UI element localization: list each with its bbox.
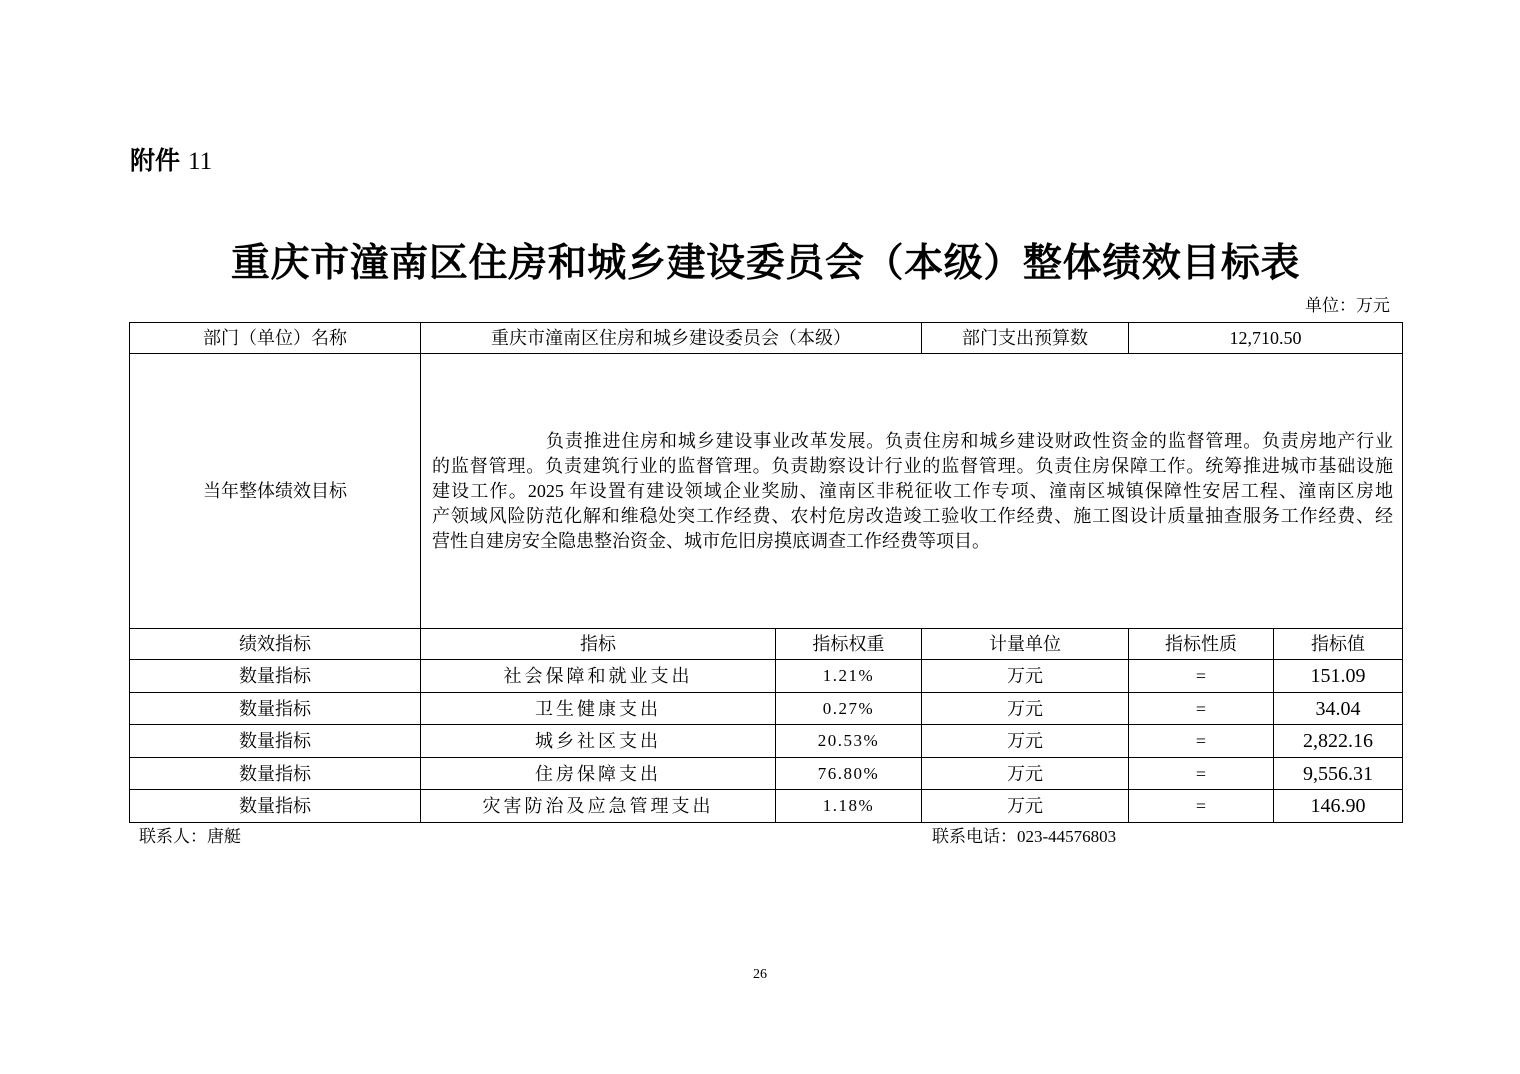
- indicator-value: 34.04: [1274, 693, 1403, 725]
- indicator-weight: 1.21%: [776, 660, 922, 693]
- indicator-weight: 20.53%: [776, 725, 922, 758]
- indicator-value: 2,822.16: [1274, 725, 1403, 758]
- indicator-row: [130, 693, 1403, 725]
- indicator-unit: 万元: [922, 660, 1129, 693]
- indicator-row: [130, 790, 1403, 823]
- header-unit: 计量单位: [922, 629, 1129, 660]
- contact-person: 联系人：唐艇: [139, 827, 241, 846]
- indicator-unit: 万元: [922, 790, 1129, 823]
- goal-line: 的监督管理。负责建筑行业的监督管理。负责勘察设计行业的监督管理。负责住房保障工作。统筹推进城市基础设施: [432, 455, 1393, 476]
- indicator-category: 数量指标: [130, 725, 421, 758]
- indicator-row: [130, 725, 1403, 758]
- indicator-category: 数量指标: [130, 693, 421, 725]
- indicator-nature: =: [1129, 725, 1274, 758]
- indicator-row: [130, 660, 1403, 693]
- indicator-nature: =: [1129, 693, 1274, 725]
- indicator-weight: 76.80%: [776, 758, 922, 790]
- indicator-name: 卫生健康支出: [421, 693, 776, 725]
- header-nature: 指标性质: [1129, 629, 1274, 660]
- attachment-heading: [130, 146, 212, 177]
- attachment-number: 11: [188, 148, 213, 175]
- dept-name-label: 部门（单位）名称: [130, 323, 421, 354]
- dept-budget: 12,710.50: [1129, 323, 1403, 354]
- indicator-weight: 1.18%: [776, 790, 922, 823]
- goal-line: 负责推进住房和城乡建设事业改革发展。负责住房和城乡建设财政性资金的监督管理。负责房地产行业: [546, 430, 1393, 451]
- indicator-unit: 万元: [922, 693, 1129, 725]
- header-category: 绩效指标: [130, 629, 421, 660]
- goal-line: 营性自建房安全隐患整治资金、城市危旧房摸底调查工作经费等项目。: [432, 530, 990, 551]
- indicator-nature: =: [1129, 758, 1274, 790]
- performance-table: [129, 322, 1403, 823]
- header-name: 指标: [421, 629, 776, 660]
- header-weight: 指标权重: [776, 629, 922, 660]
- indicator-nature: =: [1129, 790, 1274, 823]
- page-title: 重庆市潼南区住房和城乡建设委员会（本级）整体绩效目标表: [230, 240, 1301, 286]
- goal-line: 产领域风险防范化解和维稳处突工作经费、农村危房改造竣工验收工作经费、施工图设计质量抽查服务工作经费、经: [432, 505, 1393, 526]
- indicator-nature: =: [1129, 660, 1274, 693]
- indicator-value: 9,556.31: [1274, 758, 1403, 790]
- indicator-header-row: [130, 629, 1403, 660]
- indicator-value: 151.09: [1274, 660, 1403, 693]
- attachment-label: 附件: [130, 146, 181, 175]
- goal-row: [130, 354, 1403, 629]
- contact-phone: 联系电话：023-44576803: [932, 827, 1117, 846]
- indicator-category: 数量指标: [130, 790, 421, 823]
- dept-name: 重庆市潼南区住房和城乡建设委员会（本级）: [421, 323, 922, 354]
- dept-row: [130, 323, 1403, 354]
- unit-note: 单位：万元: [1305, 296, 1390, 315]
- indicator-unit: 万元: [922, 758, 1129, 790]
- indicator-name: 社会保障和就业支出: [421, 660, 776, 693]
- page-number: 26: [753, 967, 767, 982]
- indicator-name: 住房保障支出: [421, 758, 776, 790]
- indicator-category: 数量指标: [130, 660, 421, 693]
- goal-line: 建设工作。2025 年设置有建设领域企业奖励、潼南区非税征收工作专项、潼南区城镇保障性安居工程、潼南区房地: [432, 480, 1393, 501]
- indicator-unit: 万元: [922, 725, 1129, 758]
- goal-label: 当年整体绩效目标: [130, 354, 421, 629]
- header-value: 指标值: [1274, 629, 1403, 660]
- goal-text: [421, 354, 1403, 629]
- indicator-name: 灾害防治及应急管理支出: [421, 790, 776, 823]
- dept-budget-label: 部门支出预算数: [922, 323, 1129, 354]
- indicator-category: 数量指标: [130, 758, 421, 790]
- indicator-value: 146.90: [1274, 790, 1403, 823]
- indicator-weight: 0.27%: [776, 693, 922, 725]
- indicator-row: [130, 758, 1403, 790]
- indicator-name: 城乡社区支出: [421, 725, 776, 758]
